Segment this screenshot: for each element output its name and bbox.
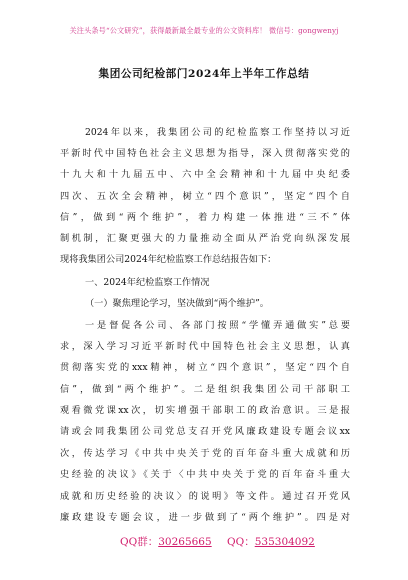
document-title: 集团公司纪检部门2024年上半年工作总结: [98, 68, 310, 80]
paragraph-line: 求，深入学习习近平新时代中国特色社会主义思想，认真: [60, 341, 350, 352]
paragraph-line: 成就和历史经验的决议〉的说明》等文件。通过召开党风: [60, 491, 350, 502]
paragraph-line: 观看微党课xx次，切实增强干部职工的政治意识。三是报: [60, 405, 350, 416]
paragraph-line: 次，传达学习《中共中央关于党的百年奋斗重大成就和历: [60, 448, 350, 459]
header-banner: 关注头条号“公文研究”，获得最新最全最专业的公文资料库！ 微信号：gongwenyj: [69, 26, 339, 35]
paragraph-line: 平新时代中国特色社会主义思想为指导，深入贯彻落实党的: [60, 148, 350, 159]
paragraph-line: 2024年以来，我集团公司的纪检监察工作坚持以习近: [85, 127, 350, 138]
paragraph-line: 一是督促各公司、各部门按照“学懂弄通做实”总要: [85, 320, 350, 331]
qq-number: 535304092: [254, 536, 315, 548]
paragraph-line: 史经验的决议》《关于〈中共中央关于党的百年奋斗重大: [60, 469, 350, 480]
footer-qq: [227, 534, 315, 549]
paragraph-line: 贯彻落实党的xxx精神，树立“四个意识”，坚定“四个自: [60, 362, 350, 373]
paragraph-line: 十九大和十九届五中、六中全会精神和十九届中央纪委: [60, 169, 350, 180]
paragraph-line: 廉政建设专题会议，进一步做到了“两个维护”。四是对: [60, 512, 350, 523]
paragraph-line: 四次、五次全会精神，树立“四个意识”，坚定“四个自: [60, 191, 350, 202]
paragraph-line: 信”，做到“两个维护”，着力构建一体推进“三不”体: [60, 212, 350, 223]
paragraph-line: 制机制，汇聚更强大的力量推动全面从严治党向纵深发展: [60, 233, 350, 244]
qq-group-number: 30265665: [158, 536, 212, 548]
footer-qq-group: [120, 534, 212, 549]
paragraph-line: 现将我集团公司2024年纪检监察工作总结报告如下：: [60, 254, 277, 265]
qq-group-label: QQ群：: [120, 536, 159, 548]
section-heading: 一、2024年纪检监察工作情况: [85, 277, 210, 288]
paragraph-line: 信”，做到“两个维护”。二是组织我集团公司干部职工: [60, 384, 350, 395]
paragraph-line: 请或会同我集团公司党总支召开党风廉政建设专题会议xx: [60, 426, 350, 437]
subsection-heading: （一）聚焦理论学习，坚决做到“两个维护”。: [85, 298, 269, 309]
qq-label: QQ：: [227, 536, 255, 548]
